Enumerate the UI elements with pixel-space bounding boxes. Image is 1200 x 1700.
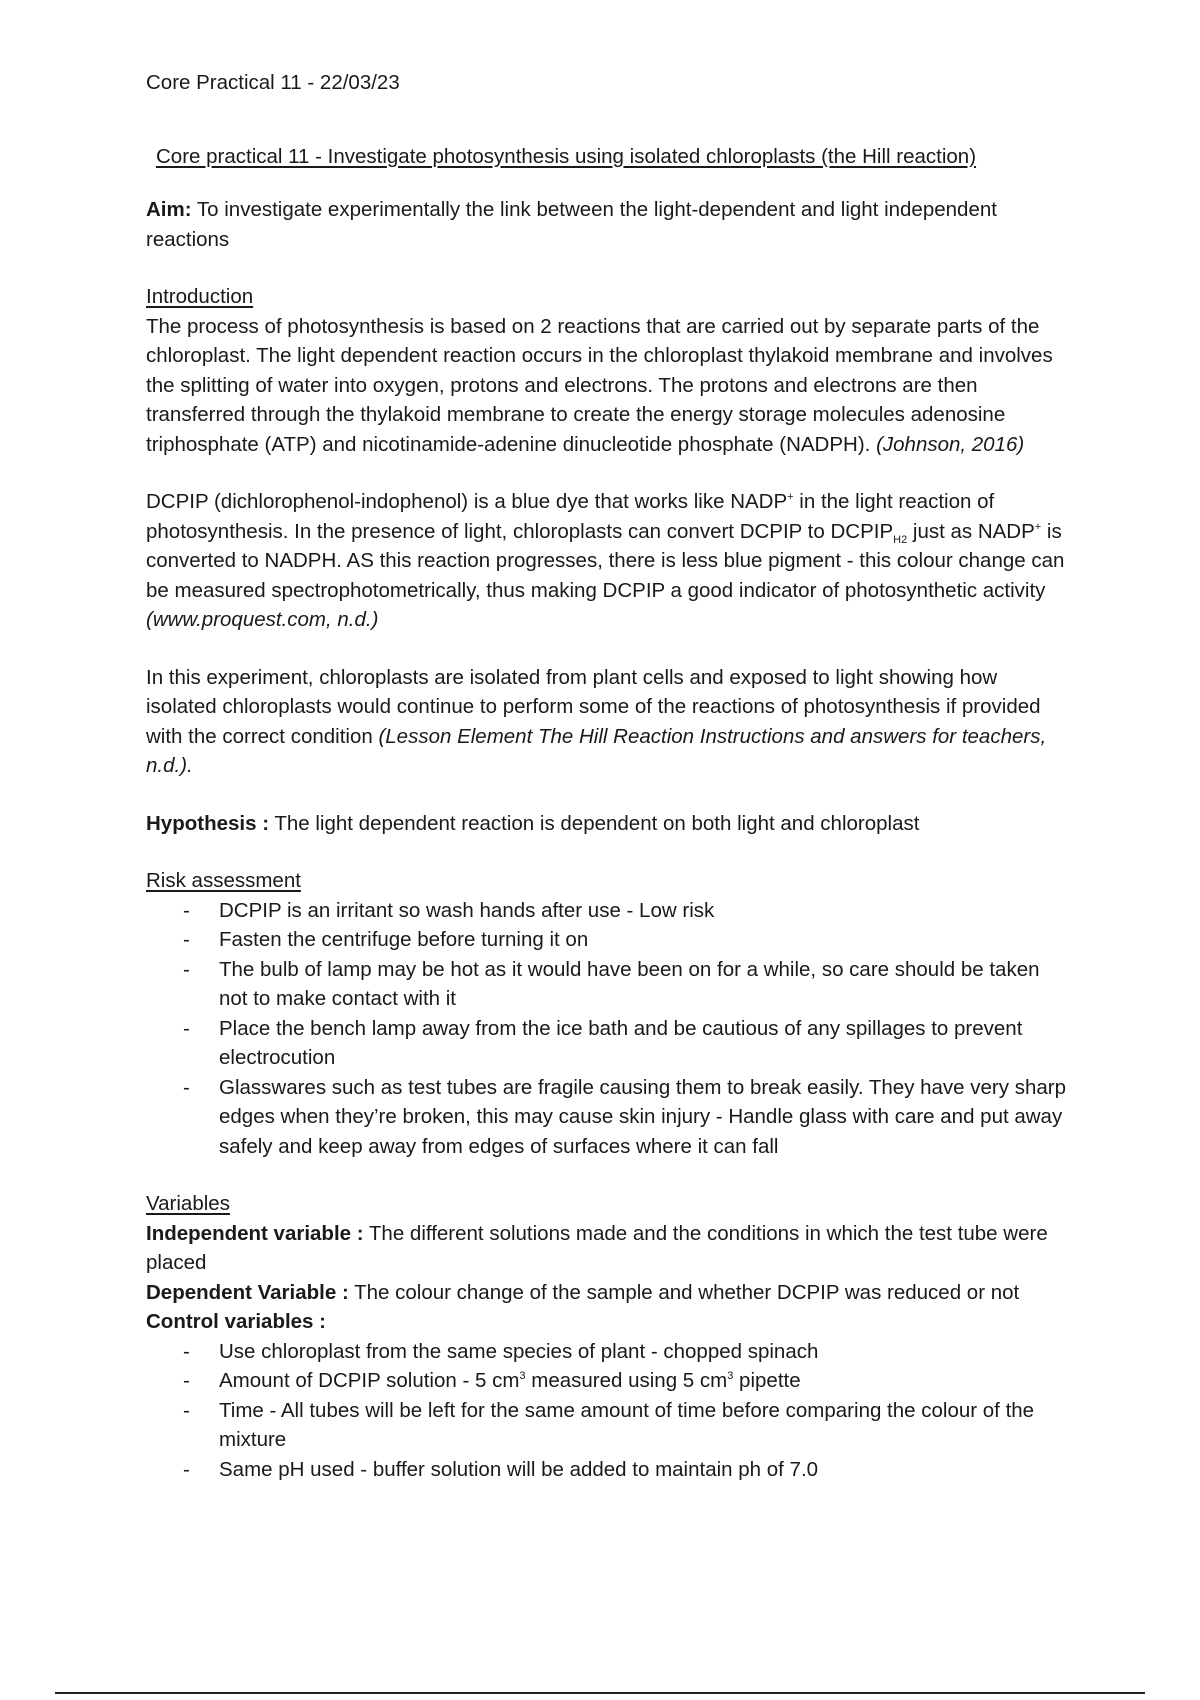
independent-variable-text: The different solutions made and the conditions in which the test tube were placed: [146, 1221, 1048, 1274]
risk-item-text: Glasswares such as test tubes are fragile causing them to break easily. They have very sharp edges when they’re broken, this may cause skin injury - Handle glass with care and put away safely and keep away from edges of surfaces where it can fall: [219, 1075, 1066, 1158]
list-item: [146, 1014, 1066, 1073]
list-item: [146, 896, 1066, 926]
list-item: [146, 955, 1066, 1014]
intro-p2-text-c: just as NADP: [907, 519, 1035, 543]
introduction-paragraph-1: [146, 312, 1066, 460]
spacer: [146, 1161, 1066, 1189]
intro-p1-text: The process of photosynthesis is based on 2 reactions that are carried out by separate parts of the chloroplast. The light dependent reaction occurs in the chloroplast thylakoid membrane and involves the splitting of water into oxygen, protons and electrons. The protons and electrons are then transferred through the thylakoid membrane to create the energy storage molecules adenosine triphosphate (ATP) and nicotinamide-adenine dinucleotide phosphate (NADPH).: [146, 314, 1053, 456]
intro-p2-text-a: DCPIP (dichlorophenol-indophenol) is a blue dye that works like NADP: [146, 490, 788, 513]
spacer: [146, 254, 1066, 282]
dash-bullet: -: [183, 1457, 190, 1481]
risk-assessment-list: [146, 896, 1066, 1162]
control-variables-label: Control variables :: [146, 1310, 326, 1333]
control-item-text-a: Amount of DCPIP solution - 5 cm: [219, 1369, 520, 1392]
intro-p1-citation: (Johnson, 2016): [876, 432, 1025, 456]
control-variables-list: [146, 1337, 1066, 1485]
dependent-variable-text: The colour change of the sample and whether DCPIP was reduced or not: [348, 1280, 1020, 1304]
risk-item-text: DCPIP is an irritant so wash hands after use - Low risk: [219, 898, 715, 922]
control-item-superscript-2: 3: [727, 1370, 734, 1383]
aim-label: Aim:: [146, 198, 192, 221]
introduction-paragraph-2: [146, 487, 1066, 635]
introduction-heading: Introduction: [146, 285, 254, 308]
introduction-paragraph-3: [146, 663, 1066, 781]
hypothesis-paragraph: [146, 809, 1066, 839]
intro-p3-citation: (Lesson Element The Hill Reaction Instructions and answers for teachers, n.d.).: [146, 724, 1047, 777]
dash-bullet: -: [183, 1369, 190, 1392]
dash-bullet: -: [183, 1016, 190, 1040]
intro-p2-subscript: H2: [893, 533, 908, 546]
hypothesis-text: The light dependent reaction is dependent on both light and chloroplast: [269, 811, 920, 835]
hypothesis-label: Hypothesis :: [146, 811, 270, 835]
independent-variable: [146, 1219, 1066, 1278]
list-item: [146, 1455, 1066, 1485]
list-item: [146, 1396, 1066, 1455]
risk-item-text: Fasten the centrifuge before turning it on: [219, 928, 589, 951]
spacer: [146, 459, 1066, 487]
intro-p2-superscript-2: +: [1034, 520, 1042, 533]
intro-p2-text-d: is converted to NADPH. AS this reaction progresses, there is less blue pigment - this colour change can be measured spectrophotometrically, thus making DCPIP a good indicator of photosynthetic activity: [146, 519, 1065, 602]
risk-assessment-heading: Risk assessment: [146, 869, 301, 892]
control-item-superscript-1: 3: [519, 1370, 526, 1383]
risk-item-text: Place the bench lamp away from the ice bath and be cautious of any spillages to prevent electrocution: [219, 1016, 1023, 1069]
control-item-text-c: pipette: [733, 1369, 801, 1392]
intro-p3-text: In this experiment, chloroplasts are isolated from plant cells and exposed to light showing how isolated chloroplasts would continue to perform some of the reactions of photosynthesis if provided with the correct condition: [146, 665, 1041, 748]
list-item: [146, 1337, 1066, 1367]
spacer: [146, 838, 1066, 866]
intro-p2-superscript-1: +: [787, 491, 794, 504]
dash-bullet: -: [183, 1339, 190, 1363]
dependent-variable-label: Dependent Variable :: [146, 1280, 349, 1304]
independent-variable-label: Independent variable :: [146, 1221, 364, 1245]
date-line: Core Practical 11 - 22/03/23: [146, 71, 400, 94]
spacer: [146, 635, 1066, 663]
list-item: [146, 925, 1066, 955]
control-item-text: Time - All tubes will be left for the same amount of time before comparing the colour of the mixture: [219, 1398, 1035, 1451]
dash-bullet: -: [183, 928, 190, 951]
dash-bullet: -: [183, 957, 190, 981]
control-item-text: Same pH used - buffer solution will be added to maintain ph of 7.0: [219, 1457, 819, 1481]
variables-heading: Variables: [146, 1192, 230, 1215]
spacer: [146, 781, 1066, 809]
intro-p2-citation: (www.proquest.com, n.d.): [146, 608, 379, 631]
intro-p2-text-b: in the light reaction of photosynthesis. In the presence of light, chloroplasts can convert DCPIP to DCPIP: [146, 490, 995, 543]
risk-item-text: The bulb of lamp may be hot as it would have been on for a while, so care should be taken not to make contact with it: [219, 957, 1040, 1010]
aim-paragraph: [146, 195, 1066, 254]
dash-bullet: -: [183, 1398, 190, 1422]
dash-bullet: -: [183, 898, 190, 922]
list-item: [146, 1366, 1066, 1396]
aim-text: To investigate experimentally the link between the light-dependent and light independent reactions: [146, 198, 997, 251]
page-bottom-rule: [55, 1692, 1145, 1694]
control-variables: [146, 1307, 1066, 1337]
document-page: [146, 68, 1066, 1484]
document-title: Core practical 11 - Investigate photosynthesis using isolated chloroplasts (the Hill reaction): [156, 144, 977, 168]
control-item-text: Use chloroplast from the same species of plant - chopped spinach: [219, 1339, 819, 1363]
dependent-variable: [146, 1278, 1066, 1308]
dash-bullet: -: [183, 1075, 190, 1099]
list-item: [146, 1073, 1066, 1162]
control-item-text-b: measured using 5 cm: [525, 1369, 728, 1392]
